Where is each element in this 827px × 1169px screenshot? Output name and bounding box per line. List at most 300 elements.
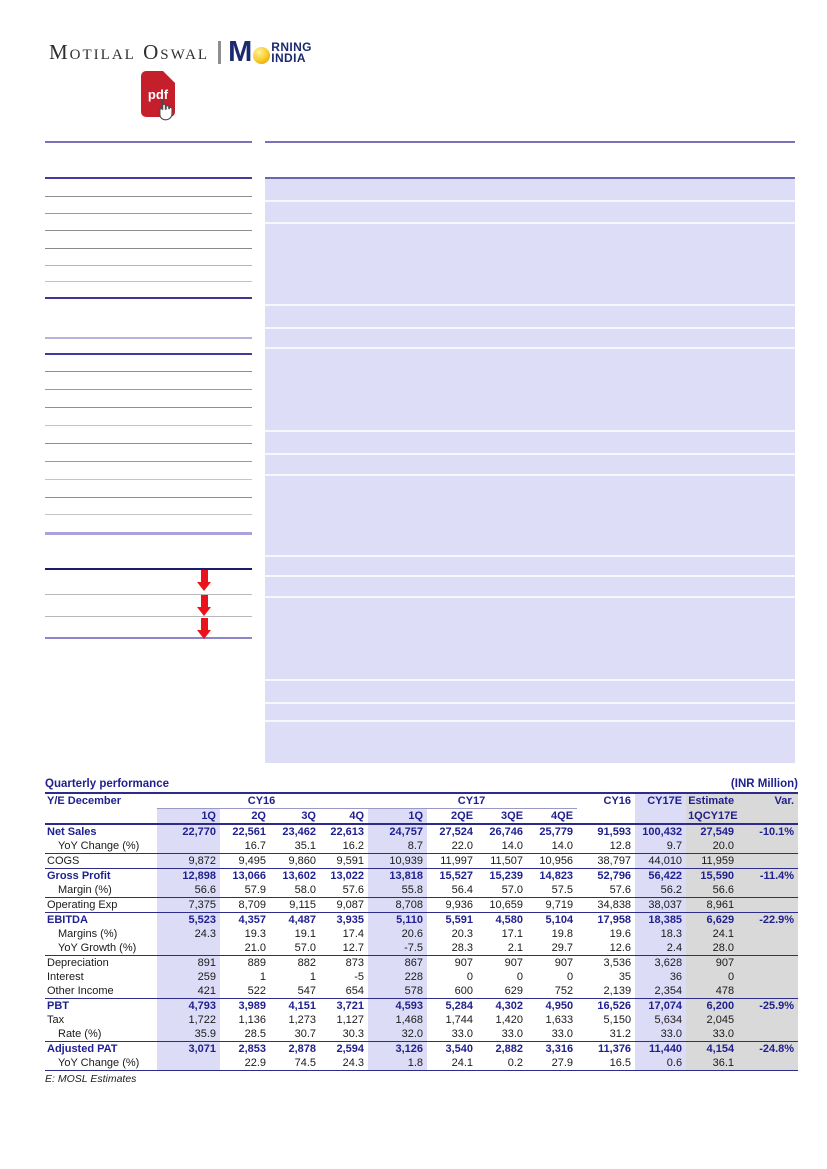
value-cell: -10.1% (738, 824, 798, 839)
value-cell: 3,316 (545, 1043, 574, 1055)
yoe-header: Y/E December (47, 795, 121, 808)
value-cell (738, 1056, 798, 1071)
value-cell: 24.3 (157, 927, 220, 941)
value-cell: 4,580 (495, 914, 524, 926)
value-cell: 18.3 (635, 927, 686, 941)
value-cell: 22,561 (232, 826, 266, 838)
value-cell: 907 (504, 957, 524, 969)
row-label: Operating Exp (45, 898, 157, 913)
value-cell: 56.6 (686, 883, 738, 898)
value-cell: 56.4 (427, 883, 477, 898)
value-cell: 4,793 (157, 999, 220, 1014)
value-cell: 57.6 (577, 883, 635, 898)
value-cell: 5,523 (157, 913, 220, 928)
value-cell: 29.7 (527, 941, 577, 956)
value-cell: 3,126 (368, 1042, 427, 1057)
q-header: 2QE (427, 809, 477, 825)
value-cell: 17.1 (501, 928, 524, 940)
value-cell: -25.9% (738, 999, 798, 1014)
value-cell: 867 (368, 956, 427, 971)
value-cell (157, 941, 220, 956)
rule-line (45, 177, 252, 179)
value-cell: -24.8% (738, 1042, 798, 1057)
value-cell: 28.0 (686, 941, 738, 956)
value-cell: 33.0 (686, 1027, 738, 1042)
value-cell: 9,087 (320, 898, 368, 913)
rule-line (45, 461, 252, 462)
value-cell: 57.6 (320, 883, 368, 898)
rule-line (45, 141, 252, 143)
value-cell: 0 (686, 970, 738, 984)
value-cell: 30.7 (270, 1027, 320, 1042)
value-cell: 33.0 (527, 1027, 577, 1042)
value-cell: 5,110 (368, 913, 427, 928)
value-cell: 36 (635, 970, 686, 984)
value-cell: 4,154 (686, 1042, 738, 1057)
box-row-separator (265, 702, 795, 704)
table-title: Quarterly performance (45, 778, 169, 790)
box-row-separator (265, 222, 795, 224)
table-footnote: E: MOSL Estimates (45, 1073, 137, 1085)
rule-line (265, 141, 795, 143)
value-cell: 16.2 (320, 839, 368, 854)
value-cell: 0 (516, 971, 524, 983)
value-cell: 57.0 (270, 941, 320, 956)
value-cell: -7.5 (368, 941, 427, 956)
value-cell: 22.0 (427, 839, 477, 854)
value-cell: 57.9 (220, 883, 270, 898)
value-cell: 21.0 (220, 941, 270, 956)
table-row (45, 984, 798, 999)
value-cell: 0.6 (635, 1056, 686, 1071)
value-cell: 34,838 (577, 898, 635, 913)
rule-line (45, 497, 252, 498)
value-cell: 7,375 (157, 898, 220, 913)
red-down-arrow-icon (197, 618, 212, 640)
value-cell: 15,590 (686, 869, 738, 884)
value-cell: 9.7 (635, 839, 686, 854)
value-cell: 2,139 (577, 984, 635, 999)
value-cell: 1 (309, 971, 316, 983)
row-label: Tax (47, 1014, 65, 1026)
box-row-separator (265, 575, 795, 577)
value-cell: 1,633 (545, 1014, 574, 1026)
rule-line (45, 213, 252, 214)
morning-india-logo (228, 36, 312, 68)
qt-body (45, 824, 798, 1071)
value-cell: 100,432 (635, 824, 686, 839)
value-cell: 8.7 (368, 839, 427, 854)
value-cell: 1 (259, 971, 266, 983)
morning-logo-rning: RNING (271, 40, 312, 54)
value-cell: 1,468 (368, 1013, 427, 1027)
q-header: 3QE (477, 809, 527, 825)
value-cell: 33.0 (635, 1027, 686, 1042)
rule-line (45, 637, 252, 639)
value-cell: 907 (554, 957, 574, 969)
value-cell: 0.2 (477, 1056, 527, 1071)
hand-cursor-icon (153, 99, 175, 124)
value-cell: 4,357 (238, 914, 266, 926)
table-row (45, 883, 798, 898)
value-cell: 35.9 (157, 1027, 220, 1042)
rule-line (45, 594, 252, 595)
value-cell: 22,613 (330, 826, 365, 838)
row-label: Other Income (45, 984, 157, 999)
value-cell: 889 (247, 957, 266, 969)
row-label: COGS (45, 854, 157, 869)
value-cell: 18,385 (635, 913, 686, 928)
box-row-separator (265, 596, 795, 598)
value-cell: 14.0 (527, 839, 577, 854)
value-cell: 882 (297, 957, 316, 969)
value-cell: 13,022 (330, 870, 365, 882)
value-cell (738, 956, 798, 971)
value-cell: 10,956 (527, 854, 577, 869)
value-cell: 57.5 (527, 883, 577, 898)
box-row-separator (265, 327, 795, 329)
value-cell: 259 (157, 970, 220, 984)
value-cell: 44,010 (635, 854, 686, 869)
box-row-separator (265, 200, 795, 202)
rule-line (45, 353, 252, 355)
value-cell: 1.8 (368, 1056, 427, 1071)
rule-line (45, 479, 252, 480)
value-cell: 36.1 (686, 1056, 738, 1071)
value-cell: 27.9 (527, 1056, 577, 1071)
estimate-subheader: 1QCY17E (686, 809, 738, 825)
value-cell: 57.0 (477, 883, 527, 898)
value-cell: 2,853 (238, 1043, 266, 1055)
quarter-header-row (45, 809, 798, 825)
row-label: Depreciation (47, 957, 109, 969)
quarterly-performance-table (45, 778, 798, 1085)
value-cell: 13,818 (368, 869, 427, 884)
value-cell: 2,878 (288, 1043, 316, 1055)
value-cell: 28.5 (220, 1027, 270, 1042)
cy16-group-header: CY16 (157, 794, 368, 809)
group-header-row (45, 794, 798, 809)
value-cell: 9,719 (527, 898, 577, 913)
value-cell: 3,628 (635, 956, 686, 971)
rule-line (45, 568, 252, 570)
value-cell: 12,898 (157, 869, 220, 884)
cy17e-header: CY17E (635, 794, 686, 809)
rule-line (45, 281, 252, 282)
value-cell: -5 (354, 971, 365, 983)
value-cell: 6,200 (686, 999, 738, 1014)
estimate-header: Estimate (686, 794, 738, 809)
value-cell: 600 (427, 984, 477, 999)
table-row (45, 913, 798, 928)
value-cell: 19.6 (609, 928, 632, 940)
value-cell: 522 (220, 984, 270, 999)
box-row-separator (265, 720, 795, 722)
value-cell: 14,823 (539, 870, 574, 882)
value-cell: 629 (477, 984, 527, 999)
value-cell: 38,797 (577, 854, 635, 869)
value-cell: 22.9 (220, 1056, 270, 1071)
q-header: 3Q (270, 809, 320, 825)
value-cell: 907 (686, 956, 738, 971)
table-unit: (INR Million) (730, 778, 798, 790)
value-cell: 56.6 (157, 883, 220, 898)
value-cell: 3,071 (157, 1042, 220, 1057)
value-cell: 12.8 (577, 839, 635, 854)
box-row-separator (265, 304, 795, 306)
value-cell: 1,744 (445, 1014, 474, 1026)
value-cell: 35.1 (270, 839, 320, 854)
value-cell: 2.1 (477, 941, 527, 956)
box-row-separator (265, 679, 795, 681)
red-down-arrow-icon (197, 570, 212, 592)
table-row (45, 839, 798, 854)
value-cell: 10,659 (477, 898, 527, 913)
value-cell (157, 839, 220, 854)
value-cell: 1,722 (157, 1013, 220, 1027)
value-cell: 891 (157, 956, 220, 971)
var-header: Var. (738, 794, 798, 809)
value-cell (738, 927, 798, 941)
value-cell: 58.0 (270, 883, 320, 898)
q-header: 4QE (527, 809, 577, 825)
value-cell: 24.1 (427, 1056, 477, 1071)
value-cell: 1,273 (288, 1014, 316, 1026)
value-cell: 14.0 (477, 839, 527, 854)
table-row (45, 869, 798, 884)
value-cell: 11,376 (598, 1043, 632, 1055)
value-cell: 17,958 (597, 914, 632, 926)
value-cell: 5,150 (603, 1014, 632, 1026)
brand-header (49, 36, 312, 68)
value-cell (738, 883, 798, 898)
value-cell: 9,115 (270, 898, 320, 913)
value-cell: 13,602 (282, 870, 316, 882)
row-label: YoY Change (%) (45, 1056, 157, 1071)
value-cell: 12.6 (577, 941, 635, 956)
value-cell: 1,420 (495, 1014, 524, 1026)
value-cell: 0 (466, 971, 474, 983)
table-row (45, 1013, 798, 1027)
value-cell (157, 1056, 220, 1071)
value-cell: 27,524 (439, 826, 474, 838)
cy16-annual-header: CY16 (603, 795, 632, 808)
value-cell: -11.4% (738, 869, 798, 884)
value-cell: 2,045 (686, 1013, 738, 1027)
value-cell: 8,708 (368, 898, 427, 913)
table-row (45, 854, 798, 869)
value-cell: 30.3 (320, 1027, 368, 1042)
value-cell: 56,422 (635, 869, 686, 884)
value-cell (738, 898, 798, 913)
row-label: PBT (47, 1000, 69, 1012)
value-cell: 3,935 (336, 914, 365, 926)
logo-divider (218, 41, 221, 64)
value-cell: 26,746 (489, 826, 524, 838)
value-cell: -22.9% (738, 913, 798, 928)
value-cell: 1,127 (336, 1014, 365, 1026)
q-header: 1Q (368, 809, 427, 825)
value-cell: 17,074 (635, 999, 686, 1014)
value-cell: 907 (454, 957, 474, 969)
value-cell: 19.8 (551, 928, 574, 940)
rule-line (45, 371, 252, 372)
table-row (45, 1027, 798, 1042)
value-cell: 9,495 (220, 854, 270, 869)
value-cell: 32.0 (368, 1027, 427, 1042)
value-cell: 5,284 (445, 1000, 474, 1012)
table-row (45, 941, 798, 956)
value-cell: 8,961 (686, 898, 738, 913)
value-cell: 4,151 (288, 1000, 316, 1012)
value-cell: 19.1 (294, 928, 316, 940)
value-cell: 752 (527, 984, 577, 999)
row-label: Adjusted PAT (47, 1043, 118, 1055)
value-cell (738, 941, 798, 956)
value-cell: 478 (686, 984, 738, 999)
value-cell: 16.5 (577, 1056, 635, 1071)
value-cell: 8,709 (220, 898, 270, 913)
value-cell: 873 (345, 957, 365, 969)
value-cell: 11,997 (427, 854, 477, 869)
value-cell: 15,239 (489, 870, 524, 882)
row-label: Margins (%) (58, 928, 118, 940)
rule-line (45, 230, 252, 231)
value-cell: 74.5 (270, 1056, 320, 1071)
value-cell: 9,936 (427, 898, 477, 913)
table-row (45, 999, 798, 1014)
page-fold-corner (163, 71, 175, 83)
row-label: EBITDA (47, 914, 88, 926)
value-cell (738, 1027, 798, 1042)
rule-line (45, 389, 252, 390)
value-cell: 2.4 (635, 941, 686, 956)
value-cell: 23,462 (282, 826, 316, 838)
value-cell: 6,629 (686, 913, 738, 928)
sun-icon (253, 47, 270, 64)
rule-line (45, 616, 252, 617)
value-cell: 20.0 (686, 839, 738, 854)
value-cell: 20.3 (451, 928, 474, 940)
table-row (45, 1056, 798, 1071)
value-cell (738, 854, 798, 869)
value-cell: 31.2 (577, 1027, 635, 1042)
pdf-icon-label: pdf (147, 87, 169, 102)
value-cell: 578 (368, 984, 427, 999)
box-row-separator (265, 453, 795, 455)
value-cell: 24.1 (686, 927, 738, 941)
table-row (45, 824, 798, 839)
box-row-separator (265, 474, 795, 476)
row-label: Margin (%) (45, 883, 157, 898)
value-cell: 654 (320, 984, 368, 999)
value-cell: 13,066 (232, 870, 266, 882)
rule-line (45, 532, 252, 535)
value-cell: 3,536 (603, 957, 632, 969)
value-cell: 547 (270, 984, 320, 999)
value-cell: 5,591 (445, 914, 474, 926)
rule-line (45, 407, 252, 408)
value-cell (738, 1013, 798, 1027)
rule-line (45, 265, 252, 266)
rule-line (45, 514, 252, 515)
red-down-arrow-icon (197, 595, 212, 617)
value-cell: 38,037 (635, 898, 686, 913)
rule-line (45, 425, 252, 426)
morning-logo-india: INDIA (271, 51, 306, 65)
value-cell: 24.3 (320, 1056, 368, 1071)
value-cell: 19.3 (244, 928, 266, 940)
value-cell: 10,939 (368, 854, 427, 869)
rule-line (45, 443, 252, 444)
value-cell: 33.0 (477, 1027, 527, 1042)
row-label: Interest (47, 971, 84, 983)
value-cell: 4,302 (495, 1000, 524, 1012)
q-header: 2Q (220, 809, 270, 825)
value-cell (738, 984, 798, 999)
table-row (45, 898, 798, 913)
row-label: YoY Growth (%) (45, 941, 157, 956)
rule-line (45, 297, 252, 299)
cy17-group-header: CY17 (368, 794, 577, 809)
value-cell (738, 839, 798, 854)
value-cell: 16.7 (220, 839, 270, 854)
row-label: Net Sales (47, 826, 97, 838)
value-cell: 11,440 (635, 1042, 686, 1057)
motilal-oswal-logo-text: Motilal Oswal (49, 40, 210, 64)
value-cell: 4,593 (368, 999, 427, 1014)
table-row (45, 970, 798, 984)
value-cell: 4,487 (288, 914, 316, 926)
morning-logo-m: M (228, 36, 253, 68)
value-cell: 20.6 (368, 927, 427, 941)
value-cell: 27,549 (686, 824, 738, 839)
value-cell: 3,721 (336, 1000, 365, 1012)
value-cell: 9,860 (270, 854, 320, 869)
value-cell: 22,770 (157, 824, 220, 839)
content-placeholder-box (265, 177, 795, 763)
value-cell: 2,594 (336, 1043, 365, 1055)
value-cell: 24,757 (368, 824, 427, 839)
value-cell: 9,872 (157, 854, 220, 869)
value-cell: 33.0 (427, 1027, 477, 1042)
value-cell: 17.4 (342, 928, 365, 940)
value-cell (738, 970, 798, 984)
rule-line (45, 248, 252, 249)
row-label: Gross Profit (47, 870, 111, 882)
value-cell: 28.3 (427, 941, 477, 956)
value-cell: 421 (157, 984, 220, 999)
row-label: YoY Change (%) (45, 839, 157, 854)
box-row-separator (265, 555, 795, 557)
value-cell: 2,354 (635, 984, 686, 999)
box-row-separator (265, 430, 795, 432)
value-cell: 25,779 (539, 826, 574, 838)
row-label: Rate (%) (45, 1027, 157, 1042)
table-row (45, 1042, 798, 1057)
value-cell: 56.2 (635, 883, 686, 898)
box-row-separator (265, 347, 795, 349)
value-cell: 55.8 (368, 883, 427, 898)
value-cell: 5,104 (545, 914, 574, 926)
rule-line (45, 196, 252, 197)
value-cell: 3,989 (238, 1000, 266, 1012)
value-cell: 3,540 (445, 1043, 474, 1055)
value-cell: 15,527 (439, 870, 474, 882)
value-cell: 16,526 (597, 1000, 632, 1012)
value-cell: 52,796 (597, 870, 632, 882)
q-header: 4Q (320, 809, 368, 825)
